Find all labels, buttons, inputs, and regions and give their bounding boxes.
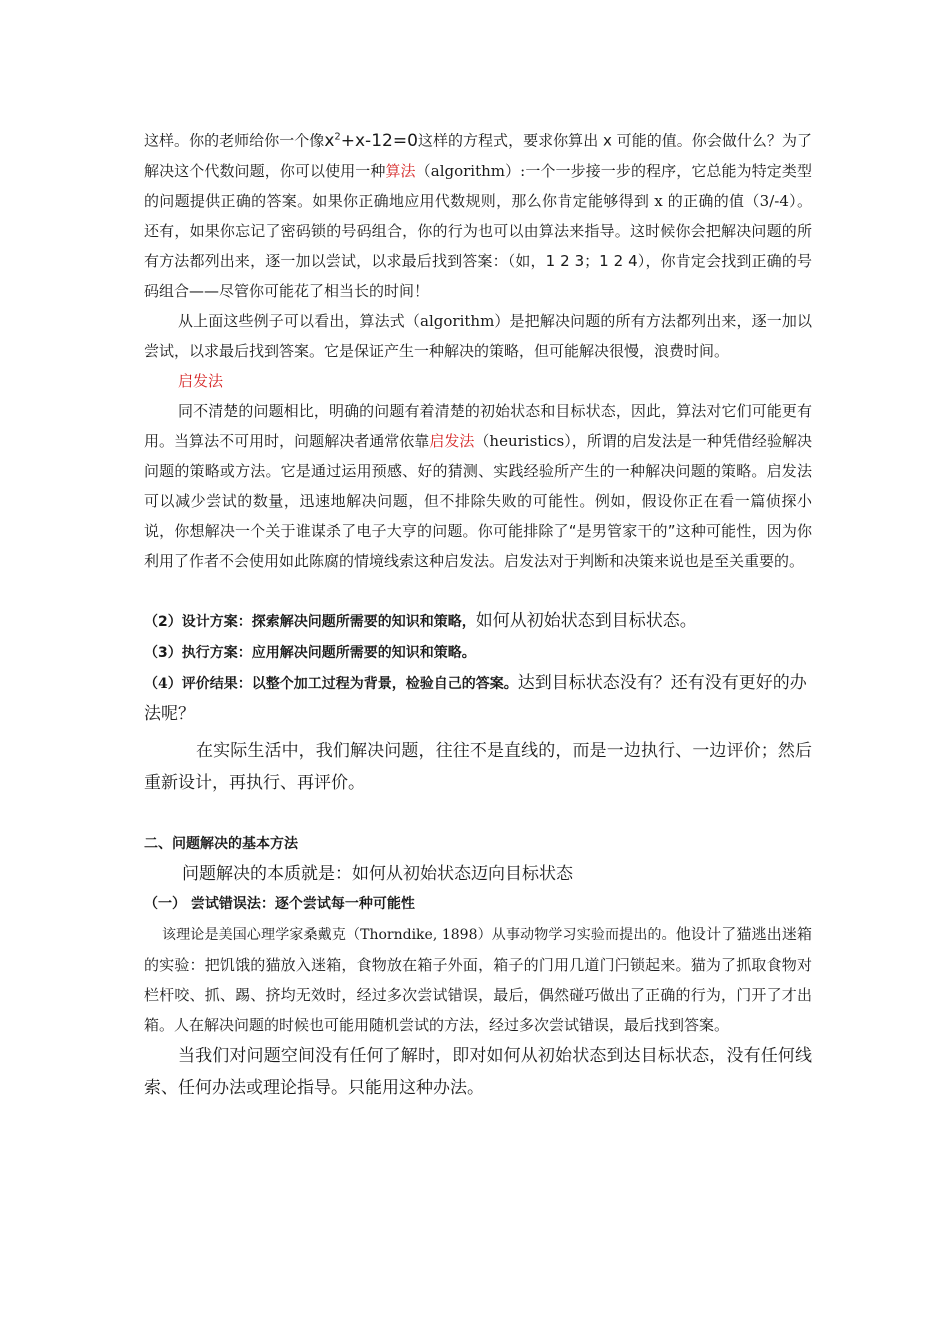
document-body xyxy=(144,122,812,1104)
term-heuristics: 启发法 xyxy=(429,431,475,450)
text-run: 该理论是美国心理学家桑戴克（Thorndike, 1898）从事动物学习实验而提出的。 xyxy=(162,926,676,943)
equation-base: x xyxy=(324,130,335,151)
trial-error-paragraph xyxy=(144,919,812,1040)
spacer xyxy=(144,576,812,606)
text-run: 他设计了猫逃出迷箱的实验：把饥饿的猫放入迷箱，食物放在箱子外面，箱子的门用几道门闩锁起来。猫为了抓取食物对栏杆咬、抓、踢、挤均无效时，经过多次尝试错误，最后，偶然碰巧做出了正确的行为，门开了才出箱。人在解决问题的时候也可能用随机尝试的方法，经过多次尝试错误，最后找到答案。 xyxy=(144,924,812,1034)
algorithm-paragraph xyxy=(144,122,812,306)
subsection-heading: （一） 尝试错误法：逐个尝试每一种可能性 xyxy=(144,895,415,912)
spacer xyxy=(144,799,812,829)
equation-exponent: 2 xyxy=(334,131,341,142)
text-run: 启发法对于判断和决策来说也是至关重要的。 xyxy=(504,551,805,570)
section-intro: 问题解决的本质就是：如何从初始状态迈向目标状态 xyxy=(182,863,573,884)
step-execute xyxy=(144,637,812,668)
equation-rest: +x-12=0 xyxy=(340,130,418,151)
heuristic-paragraph xyxy=(144,396,812,576)
text-run: 如果你忘记了密码锁的号码组合，你的行为也可以由算法来指导。这时候你会把解决问题的所有方法都列出来，逐一加以尝试，以求最后找到答案：（如，1 2 3；1 2 4），你肯定会找到正确的号码组合——尽管你可能花了相当长的时间！ xyxy=(144,221,812,300)
text-run: （heuristics），所谓的启发法是一种凭借经验解决问题的策略或方法。它是通过运用预感、好的猜测、实践经验所产生的一种解决问题的策略。启发法可以减少尝试的数量，迅速地解决问题，但不排除失败的可能性。例如， xyxy=(144,431,812,510)
algorithm-summary-paragraph: 从上面这些例子可以看出，算法式（algorithm）是把解决问题的所有方法都列出来，逐一加以尝试，以求最后找到答案。它是保证产生一种解决的策略，但可能解决很慢，浪费时间。 xyxy=(144,311,812,360)
section-heading: 二、问题解决的基本方法 xyxy=(144,835,298,852)
text-run: 这样。你的老师给你一个像 xyxy=(144,131,325,150)
step-label: （2）设计方案：探索解决问题所需要的知识和策略， xyxy=(144,613,476,630)
text-run: 假设你正在看一篇侦探小说，你想解决一个关于谁谋杀了电子大亨的问题。你可能排除了“是男管家干的”这种可能性，因为你利用了作者不会使用如此陈腐的情境线索这种启发法。 xyxy=(144,491,812,570)
text-run: 为了解决这个代数问题，你可以使用一种 xyxy=(144,131,812,180)
step-design xyxy=(144,606,812,637)
text-run: 同不清楚的问题相比，明确的问题有着清楚的初始状态和目标状态，因此，算法对它们可能更有用。当算法不可用时，问题解决者通常依靠 xyxy=(144,401,812,450)
step-text: 达到目标状态没有？还有没有更好的办法呢？ xyxy=(144,672,807,724)
term-algorithm: 算法 xyxy=(385,161,416,180)
step-label: （3）执行方案：应用解决问题所需要的知识和策略。 xyxy=(144,644,476,661)
equation xyxy=(324,131,418,151)
step-evaluate xyxy=(144,668,812,729)
real-life-paragraph: 在实际生活中，我们解决问题，往往不是直线的，而是一边执行、一边评价；然后重新设计，再执行、再评价。 xyxy=(144,740,812,793)
heuristic-heading: 启发法 xyxy=(178,371,224,390)
step-label: （4）评价结果：以整个加工过程为背景，检验自己的答案。 xyxy=(144,675,518,692)
text-run: 这样的方程式，要求你算出 x 可能的值。你会做什么？ xyxy=(417,131,782,150)
closing-paragraph: 当我们对问题空间没有任何了解时，即对如何从初始状态到达目标状态，没有任何线索、任何办法或理论指导。只能用这种办法。 xyxy=(144,1045,812,1098)
step-text: 如何从初始状态到目标状态。 xyxy=(475,610,697,631)
text-run: （algorithm）:一个一步接一步的程序，它总能为特定类型的问题提供正确的答案。如果你正确地应用代数规则，那么你肯定能够得到 x 的正确的值（3/-4）。还有， xyxy=(144,161,812,240)
